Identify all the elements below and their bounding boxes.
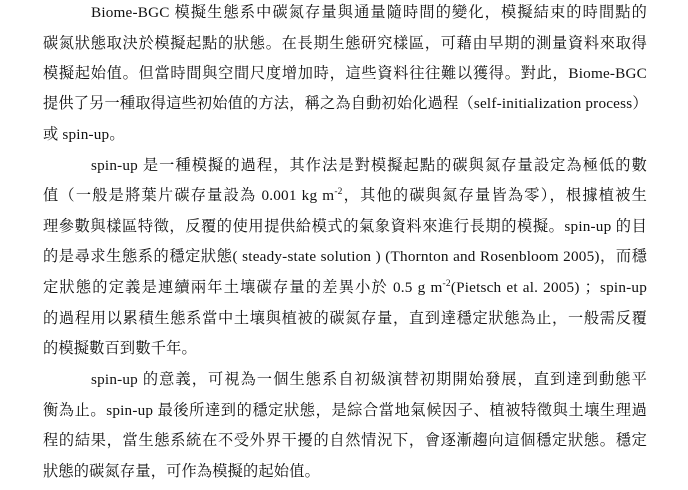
paragraph-2-line-4: 的是尋求生態系的穩定狀態( steady-state solution ) (Thornton and Rosenbloom 2005)，而穩 — [43, 248, 647, 265]
paragraph-2-line-5-post: (Pietsch et al. 2005) ；spin-up — [450, 279, 647, 296]
paragraph-2-line-2-pre: 值（一般是將葉片碳存量設為 0.001 kg m — [43, 187, 335, 204]
unit-exponent: -2 — [334, 186, 343, 197]
paragraph-1-line-5: 或 spin-up。 — [43, 126, 125, 143]
unit-exponent: -2 — [442, 278, 451, 289]
paragraph-2-line-7: 的模擬數百到數千年。 — [43, 340, 197, 357]
paragraph-3-line-2: 衡為止。spin-up 最後所達到的穩定狀態，是綜合當地氣候因子、植被特徵與土壤生理過 — [43, 402, 647, 419]
paragraph-2-line-1: spin-up 是一種模擬的過程，其作法是對模擬起點的碳與氮存量設定為極低的數 — [91, 157, 647, 174]
paragraph-1-line-1: Biome-BGC 模擬生態系中碳氮存量與通量隨時間的變化，模擬結束的時間點的 — [91, 4, 647, 21]
paragraph-3-line-3: 程的結果，當生態系統在不受外界干擾的自然情況下，會逐漸趨向這個穩定狀態。穩定 — [43, 432, 647, 449]
paragraph-2-line-6: 的過程用以累積生態系當中土壤與植被的碳氮存量，直到達穩定狀態為止，一般需反覆 — [43, 310, 647, 327]
paragraph-2-line-5-pre: 定狀態的定義是連續兩年土壤碳存量的差異小於 0.5 g m — [43, 279, 443, 296]
paragraph-2-line-5 — [43, 278, 647, 298]
paragraph-2-line-2 — [43, 186, 647, 206]
paragraph-2-line-2-post: ，其他的碳與氮存量皆為零），根據植被生 — [342, 187, 647, 204]
paragraph-1-line-2: 碳氮狀態取決於模擬起點的狀態。在長期生態研究樣區，可藉由早期的測量資料來取得 — [43, 35, 647, 52]
paragraph-2-line-3: 理參數與樣區特徵，反覆的使用提供給模式的氣象資料來進行長期的模擬。spin-up 的目 — [43, 218, 647, 235]
paragraph-3-line-1: spin-up 的意義，可視為一個生態系自初級演替初期開始發展，直到達到動態平 — [91, 371, 647, 388]
paragraph-3-line-4: 狀態的碳氮存量，可作為模擬的起始值。 — [43, 463, 320, 480]
paragraph-1-line-3: 模擬起始值。但當時間與空間尺度增加時，這些資料往往難以獲得。對此，Biome-BGC — [43, 65, 647, 82]
paragraph-1-line-4: 提供了另一種取得這些初始值的方法，稱之為自動初始化過程（self-initialization process） — [43, 95, 648, 112]
